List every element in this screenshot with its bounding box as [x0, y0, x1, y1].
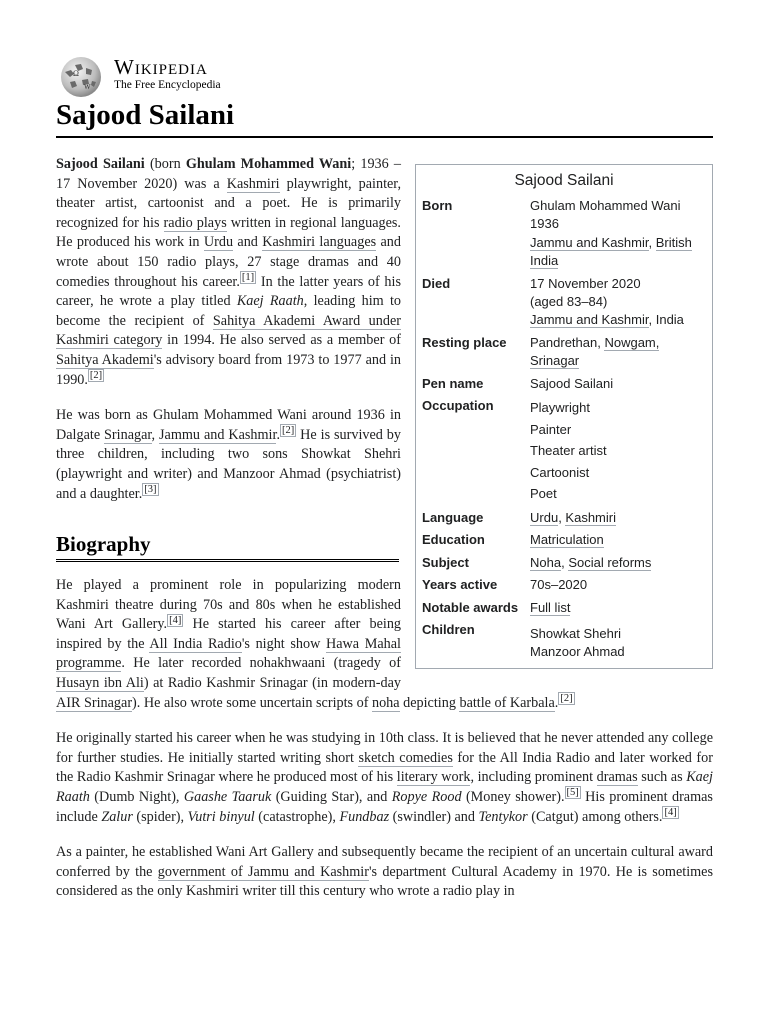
italic-title: Gaashe Taaruk	[183, 789, 272, 806]
born-place	[530, 234, 706, 271]
ref-sup	[167, 614, 183, 627]
birth-name: Ghulam Mohammed Wani	[185, 156, 352, 172]
svg-text:W: W	[84, 83, 91, 91]
infobox-value: 70s–2020	[530, 577, 588, 593]
text: (Dumb Night),	[89, 789, 184, 806]
text: (swindler) and	[389, 808, 479, 825]
italic-title: Kaej Raath	[56, 769, 713, 806]
text: (Money shower).	[461, 789, 565, 806]
text: (spider),	[132, 808, 188, 825]
link-all-india-radio[interactable]: All India Radio	[149, 635, 242, 652]
infobox-row-resting-place	[422, 334, 706, 371]
text: ) at Radio Kashmir Srinagar (in modern-day	[143, 675, 401, 692]
infobox-row-died	[422, 275, 706, 330]
section-heading-biography: Biography	[56, 532, 399, 562]
infobox-label: Language	[422, 510, 484, 526]
died-place-link[interactable]: Jammu and Kashmir	[530, 312, 649, 328]
italic-title: Fundbaz	[339, 808, 390, 825]
infobox-label: Years active	[422, 577, 498, 593]
link-air-srinagar[interactable]: AIR Srinagar	[56, 694, 133, 711]
infobox-value	[530, 554, 706, 572]
born-place-link-2[interactable]: British India	[530, 234, 692, 269]
text: (catastrophe),	[254, 808, 340, 825]
link-srinagar[interactable]: Srinagar	[104, 426, 152, 443]
svg-text:Ω: Ω	[73, 69, 79, 78]
ref-3[interactable]: [3]	[144, 483, 157, 495]
occupation-item: Cartoonist	[530, 464, 590, 480]
link-sahitya-award[interactable]: Sahitya Akademi Award under Kashmiri category	[56, 312, 401, 349]
text: ,	[151, 426, 160, 443]
ref-sup	[662, 806, 678, 819]
infobox-row-education	[422, 531, 706, 549]
paragraph-bio-3	[56, 843, 713, 902]
language-link-1[interactable]: Urdu	[530, 510, 559, 526]
page-title: Sajood Sailani	[56, 96, 713, 138]
link-husayn-ibn-ali[interactable]: Husayn ibn Ali	[56, 675, 144, 692]
infobox-label: Resting place	[422, 334, 507, 350]
ref-1[interactable]: [1]	[241, 271, 255, 283]
ref-sup	[565, 786, 581, 799]
text: . He later recorded nohakhwaani (tragedy of	[121, 655, 401, 672]
text: As a painter, he established Wani Art Gallery and subsequently became the recipient of an uncertain cultural award conferred by the	[56, 844, 713, 880]
ref-sup	[280, 424, 296, 437]
link-urdu[interactable]: Urdu	[203, 234, 234, 251]
ref-2[interactable]: [2]	[560, 692, 573, 704]
child-item: Manzoor Ahmad	[530, 644, 625, 660]
infobox-label: Education	[422, 532, 485, 548]
link-sketch-comedies[interactable]: sketch comedies	[358, 749, 453, 766]
infobox-row-pen-name	[422, 375, 706, 393]
text: (Guiding Star), and	[271, 789, 392, 806]
text: He started his career after being inspired by the	[56, 616, 402, 652]
text: playwright, painter, theater artist, cartoonist and a poet. He is primarily recognized for his	[56, 175, 402, 231]
text: and wrote about 150 radio plays, 27 stage dramas and 40 comedies throughout his career.	[56, 234, 401, 290]
infobox-value	[530, 397, 706, 505]
link-kashmiri-languages[interactable]: Kashmiri languages	[262, 234, 377, 251]
infobox-row-born	[422, 197, 706, 271]
infobox-value	[530, 531, 706, 549]
ref-sup	[88, 369, 104, 382]
text: In the latter years of his career, he wrote a play titled	[56, 273, 401, 310]
text: .	[554, 694, 559, 711]
text: He is survived by three children, including two sons Showkat Shehri (playwright and writer) and Manzoor Ahmad (psychiatrist) and a daughter.	[56, 426, 401, 502]
wikipedia-wordmark[interactable]	[114, 56, 221, 92]
text: (Catgut) among others.	[527, 808, 663, 825]
text: He originally started his career when he was studying in 10th class. It is believed that he never attended any college for further studies. He initially started writing short	[56, 730, 713, 766]
ref-sup	[240, 271, 256, 284]
infobox-row-language	[422, 509, 706, 527]
text: and	[233, 234, 263, 251]
ref-2[interactable]: [2]	[89, 369, 103, 381]
link-battle-of-karbala[interactable]: battle of Karbala	[459, 694, 555, 711]
text: 's department Cultural Academy in 1970. He is sometimes considered as the only Kashmiri writer till this century who wrote a radio play in	[56, 863, 713, 900]
text: for the All India Radio and later worked for the Radio Kashmir Srinagar where he produced most of his	[56, 749, 713, 786]
infobox-row-notable-awards	[422, 599, 706, 617]
infobox-label: Subject	[422, 554, 469, 570]
infobox-row-years-active	[422, 576, 706, 594]
born-year: 1936	[530, 216, 559, 232]
wordmark-title: Wikipedia	[114, 55, 208, 79]
resting-place-link[interactable]: Nowgam, Srinagar	[530, 334, 660, 369]
link-literary-work[interactable]: literary work	[396, 769, 471, 786]
died-age: (aged 83–84)	[530, 294, 608, 310]
born-place-link-1[interactable]: Jammu and Kashmir	[530, 234, 649, 250]
paragraph-bio-2	[56, 729, 713, 827]
infobox-label: Occupation	[422, 398, 494, 414]
text: 's advisory board from 1973 to 1977 and in 1990.	[56, 351, 402, 388]
subject-sep: ,	[561, 554, 569, 570]
text: ; 1936 – 17 November 2020) was a	[56, 156, 401, 192]
subject-name: Sajood Sailani	[56, 156, 145, 172]
language-link-2[interactable]: Kashmiri	[565, 510, 616, 526]
link-jammu-kashmir[interactable]: Jammu and Kashmir	[159, 426, 277, 443]
awards-full-list-link[interactable]: Full list	[530, 599, 571, 615]
infobox-title: Sajood Sailani	[514, 172, 614, 189]
occupation-item: Poet	[530, 486, 557, 502]
resting-place-sep: ,	[597, 334, 605, 350]
link-government-jk[interactable]: government of Jammu and Kashmir	[157, 863, 369, 880]
occupation-item: Theater artist	[530, 443, 607, 459]
infobox-label: Children	[422, 622, 475, 638]
site-header	[56, 54, 356, 98]
infobox-value: Sajood Sailani	[530, 375, 614, 391]
link-kashmiri[interactable]: Kashmiri	[226, 175, 280, 192]
ref-4[interactable]: [4]	[664, 806, 677, 818]
link-radio-plays[interactable]: radio plays	[163, 214, 227, 231]
italic-title: Zalur	[101, 808, 133, 825]
text: ). He also wrote some uncertain scripts of	[132, 694, 372, 711]
infobox-value	[530, 509, 706, 527]
infobox-value	[530, 275, 706, 330]
text: He played a prominent role in popularizing modern Kashmiri theatre during 70s and 80s when he established Wani Art Gallery.	[56, 577, 401, 633]
text: , including prominent	[470, 769, 597, 786]
language-sep: ,	[558, 510, 566, 526]
link-hawa-mahal[interactable]: Hawa Mahal programme	[56, 635, 401, 672]
born-name: Ghulam Mohammed Wani	[530, 198, 681, 213]
infobox-value	[530, 599, 706, 617]
wikipedia-globe-logo-icon[interactable]	[56, 54, 106, 98]
link-noha[interactable]: noha	[371, 694, 400, 711]
infobox-label: Died	[422, 275, 451, 291]
text: .	[276, 426, 280, 443]
ref-5[interactable]: [5]	[566, 787, 579, 799]
died-place-country: , India	[648, 312, 684, 328]
resting-place-1: Pandrethan	[530, 334, 598, 350]
italic-title: Kaej Raath	[236, 293, 304, 310]
italic-title: Vutri binyul	[187, 808, 255, 825]
ref-4[interactable]: [4]	[169, 614, 182, 626]
text: depicting	[399, 694, 460, 711]
text: written in regional languages. He produced his work in	[56, 214, 401, 251]
born-place-sep: ,	[648, 234, 656, 250]
link-dramas[interactable]: dramas	[596, 769, 638, 786]
occupation-item: Playwright	[530, 400, 590, 416]
link-sahitya-akademi[interactable]: Sahitya Akademi	[56, 351, 154, 368]
ref-sup	[558, 692, 574, 705]
infobox-label: Pen name	[422, 375, 484, 391]
infobox-value	[530, 621, 706, 662]
infobox-row-occupation	[422, 397, 706, 505]
ref-sup	[142, 483, 158, 496]
infobox-value	[530, 334, 706, 371]
education-link[interactable]: Matriculation	[530, 532, 604, 548]
died-date: 17 November 2020	[530, 275, 641, 291]
text: in 1994. He also served as a member of	[162, 332, 401, 349]
infobox-label: Notable awards	[422, 599, 519, 615]
died-place	[530, 311, 706, 329]
italic-title: Ropye Rood	[391, 789, 462, 806]
occupation-item: Painter	[530, 421, 572, 437]
article-content	[56, 155, 713, 918]
infobox-value	[530, 197, 706, 271]
child-item: Showkat Shehri	[530, 626, 622, 642]
text: such as	[637, 769, 687, 786]
text: , leading him to become the recipient of	[56, 293, 401, 329]
italic-title: Tentykor	[478, 808, 528, 825]
text: (born	[144, 156, 186, 172]
text: 's night show	[241, 635, 326, 652]
subject-link-2[interactable]: Social reforms	[568, 554, 652, 570]
infobox-row-children	[422, 621, 706, 662]
text: His prominent dramas include	[56, 789, 713, 825]
infobox-label: Born	[422, 198, 453, 213]
infobox	[415, 164, 713, 669]
ref-2[interactable]: [2]	[281, 424, 295, 436]
subject-link-1[interactable]: Noha	[530, 554, 562, 570]
text: He was born as Ghulam Mohammed Wani around 1936 in Dalgate	[56, 407, 401, 443]
wordmark-tagline: The Free Encyclopedia	[114, 79, 221, 91]
infobox-row-subject	[422, 554, 706, 572]
